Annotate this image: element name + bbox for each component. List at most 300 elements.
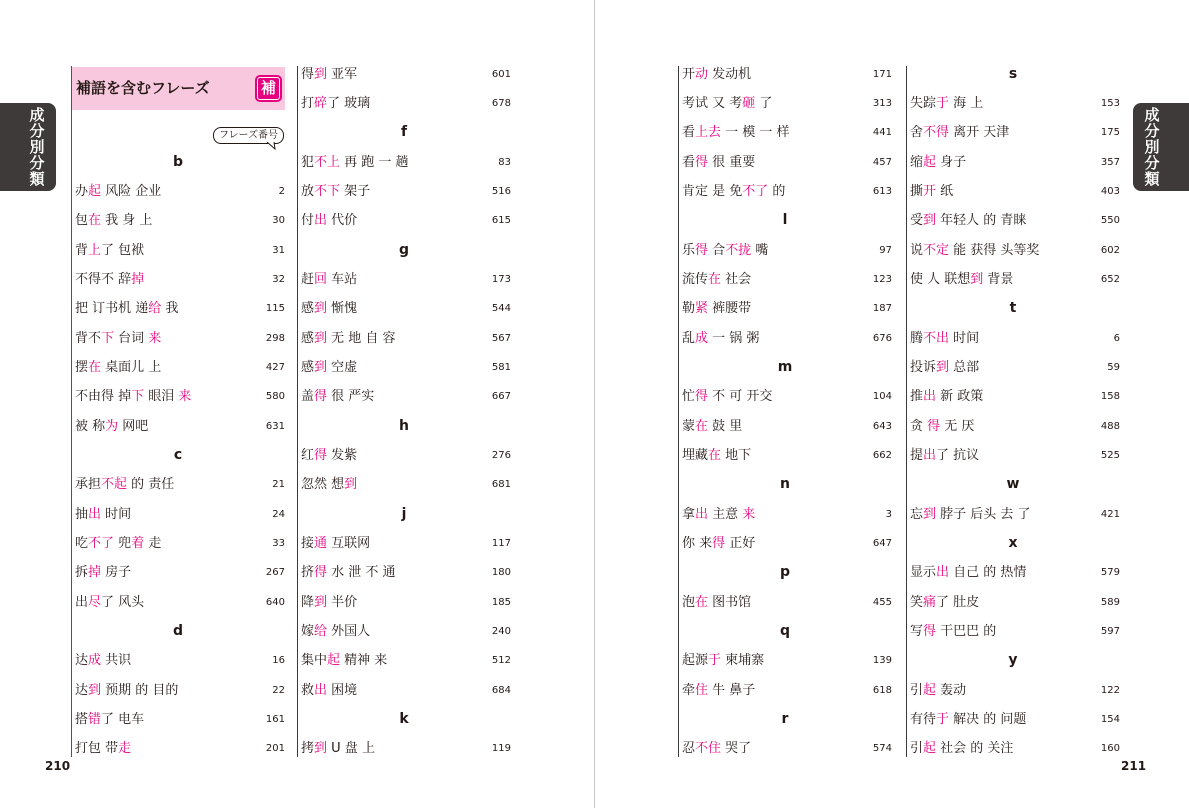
complement-highlight: 于 xyxy=(708,653,722,669)
phrase-segment: 撕 xyxy=(910,183,924,199)
phrase-segment: 走 xyxy=(144,536,162,552)
phrase-segment: 忘 xyxy=(910,506,924,522)
phrase-text xyxy=(910,265,1013,294)
alphabet-heading: s xyxy=(1008,65,1018,82)
complement-highlight: 不得 xyxy=(923,125,950,141)
complement-highlight: 痛 xyxy=(923,594,937,610)
phrase-text xyxy=(301,294,357,323)
phrase-entry xyxy=(678,89,892,118)
phrase-segment: 很 严实 xyxy=(327,389,375,405)
phrase-number: 681 xyxy=(491,479,511,491)
phrase-text xyxy=(682,441,751,470)
page-number-right: 211 xyxy=(1121,759,1147,773)
phrase-number: 33 xyxy=(272,538,285,550)
phrase-entry xyxy=(71,324,285,353)
phrase-text xyxy=(301,206,357,235)
phrase-text xyxy=(301,89,370,118)
phrase-entry xyxy=(678,646,892,675)
phrase-segment: 流传 xyxy=(682,271,709,287)
phrase-entry xyxy=(297,734,511,763)
phrase-entry xyxy=(71,646,285,675)
alphabet-heading: d xyxy=(172,623,184,640)
alphabet-heading: k xyxy=(399,711,409,728)
phrase-entry xyxy=(678,324,892,353)
phrase-segment: 车站 xyxy=(327,271,358,287)
phrase-segment: 的 责任 xyxy=(127,477,175,493)
phrase-text xyxy=(910,734,1013,763)
phrase-number: 2 xyxy=(278,185,285,197)
phrase-number: 597 xyxy=(1100,626,1120,638)
phrase-segment: 救 xyxy=(301,682,315,698)
complement-highlight: 得 xyxy=(314,565,328,581)
phrase-segment: 风险 企业 xyxy=(101,183,162,199)
side-tab-left xyxy=(0,103,56,191)
phrase-segment: 新 政策 xyxy=(936,389,984,405)
phrase-number: 171 xyxy=(872,68,892,80)
phrase-segment: 承担 xyxy=(75,477,102,493)
phrase-segment: U 盘 上 xyxy=(327,741,375,757)
phrase-segment: 我 xyxy=(161,301,179,317)
phrase-segment: 摆 xyxy=(75,359,89,375)
phrase-number: 158 xyxy=(1100,391,1120,403)
phrase-number: 602 xyxy=(1100,244,1120,256)
complement-highlight: 着 xyxy=(131,536,145,552)
phrase-text xyxy=(75,705,144,734)
phrase-entry xyxy=(906,353,1120,382)
phrase-entry xyxy=(906,676,1120,705)
complement-highlight: 下 xyxy=(131,389,145,405)
phrase-segment: 不 可 开交 xyxy=(708,389,773,405)
phrase-segment: 眼泪 xyxy=(144,389,179,405)
phrase-number: 187 xyxy=(872,303,892,315)
phrase-text xyxy=(75,558,131,587)
phrase-text xyxy=(910,177,953,206)
phrase-segment: 社会 xyxy=(721,271,752,287)
phrase-text xyxy=(75,206,152,235)
complement-highlight: 错 xyxy=(88,712,102,728)
complement-highlight: 走 xyxy=(118,741,132,757)
phrase-number: 652 xyxy=(1100,273,1120,285)
phrase-segment: 推 xyxy=(910,389,924,405)
phrase-entry xyxy=(297,294,511,323)
phrase-segment: 能 获得 头等奖 xyxy=(949,242,1040,258)
complement-highlight: 不定 xyxy=(923,242,950,258)
index-column xyxy=(678,60,892,764)
phrase-text xyxy=(75,734,131,763)
complement-highlight: 到 xyxy=(314,301,328,317)
index-column xyxy=(297,60,511,764)
phrase-text xyxy=(910,441,979,470)
phrase-segment: 了 包袱 xyxy=(101,242,145,258)
phrase-segment: 蒙 xyxy=(682,418,696,434)
phrase-entry xyxy=(71,470,285,499)
complement-highlight: 于 xyxy=(936,712,950,728)
phrase-segment: 你 来 xyxy=(682,536,713,551)
phrase-text xyxy=(301,470,357,499)
phrase-entry xyxy=(678,412,892,441)
phrase-number: 298 xyxy=(265,332,285,344)
complement-highlight: 起 xyxy=(923,741,937,757)
phrase-segment: 得 xyxy=(301,66,315,82)
side-tab-label: 成分別分類 xyxy=(27,107,46,187)
phrase-text xyxy=(75,412,148,441)
complement-highlight: 在 xyxy=(88,213,102,229)
phrase-number: 123 xyxy=(872,273,892,285)
phrase-text xyxy=(682,294,751,323)
phrase-number: 684 xyxy=(491,684,511,696)
phrase-entry xyxy=(678,148,892,177)
phrase-number: 581 xyxy=(491,361,511,373)
phrase-segment: 半价 xyxy=(327,594,358,610)
phrase-segment: 了 玻璃 xyxy=(327,95,371,111)
complement-highlight: 得 xyxy=(923,624,937,640)
phrase-text xyxy=(910,617,996,646)
alphabet-heading: m xyxy=(777,358,793,375)
phrase-segment: 忍 xyxy=(682,741,696,757)
phrase-segment: 鼓 里 xyxy=(708,418,743,434)
complement-highlight: 得 xyxy=(712,536,726,551)
phrase-number: 115 xyxy=(265,303,285,315)
phrase-number-callout xyxy=(213,127,284,144)
phrase-segment: 打包 带 xyxy=(75,741,119,757)
phrase-segment: 贪 xyxy=(910,418,928,434)
phrase-entry xyxy=(71,177,285,206)
phrase-text xyxy=(910,206,1026,235)
phrase-number: 667 xyxy=(491,391,511,403)
phrase-text xyxy=(910,705,1026,734)
phrase-entry xyxy=(678,734,892,763)
phrase-segment: 付 xyxy=(301,213,315,229)
complement-highlight: 出 xyxy=(314,213,328,229)
phrase-text xyxy=(75,265,144,294)
phrase-segment: 嫁 xyxy=(301,624,315,640)
phrase-entry xyxy=(906,89,1120,118)
section-badge: 補 xyxy=(255,75,282,102)
phrase-number: 313 xyxy=(872,97,892,109)
phrase-segment: 外国人 xyxy=(327,624,371,640)
phrase-segment: 脖子 后头 去 了 xyxy=(936,506,1031,522)
phrase-segment: 干巴巴 的 xyxy=(936,624,997,640)
phrase-entry xyxy=(297,558,511,587)
phrase-entry xyxy=(906,412,1120,441)
phrase-number: 512 xyxy=(491,655,511,667)
phrase-number: 240 xyxy=(491,626,511,638)
phrase-entry xyxy=(71,500,285,529)
phrase-segment: 无 厌 xyxy=(940,418,975,434)
phrase-text xyxy=(910,588,979,617)
phrase-entry xyxy=(71,705,285,734)
phrase-segment: 惭愧 xyxy=(327,301,358,317)
phrase-segment: 埋藏 xyxy=(682,447,709,463)
phrase-number: 615 xyxy=(491,215,511,227)
phrase-segment: 拿 xyxy=(682,506,696,522)
side-tab-label: 成分別分類 xyxy=(1142,107,1161,187)
phrase-segment: 考试 又 考 xyxy=(682,95,743,111)
phrase-number: 601 xyxy=(491,68,511,80)
phrase-entry xyxy=(906,206,1120,235)
phrase-number: 160 xyxy=(1100,743,1120,755)
phrase-number: 421 xyxy=(1100,508,1120,520)
complement-highlight: 出 xyxy=(88,506,102,522)
section-header xyxy=(72,67,285,110)
phrase-text xyxy=(301,441,357,470)
phrase-entry xyxy=(297,382,511,411)
alphabet-heading: y xyxy=(1008,652,1018,669)
phrase-number: 24 xyxy=(272,508,285,520)
phrase-segment: 一 锅 粥 xyxy=(708,330,760,346)
phrase-segment: 图书馆 xyxy=(708,594,752,610)
phrase-number: 139 xyxy=(872,655,892,667)
phrase-text xyxy=(910,558,1026,587)
phrase-entry xyxy=(678,500,892,529)
phrase-segment: 达 xyxy=(75,653,89,669)
phrase-entry xyxy=(297,646,511,675)
complement-highlight: 在 xyxy=(695,418,709,434)
phrase-segment: 办 xyxy=(75,183,89,199)
phrase-text xyxy=(301,60,357,89)
phrase-segment: 打 xyxy=(301,95,315,111)
phrase-text xyxy=(75,529,161,558)
phrase-text xyxy=(682,148,755,177)
phrase-text xyxy=(301,148,409,177)
phrase-segment: 亚军 xyxy=(327,66,358,82)
phrase-segment: 牛 鼻子 xyxy=(708,682,756,698)
phrase-text xyxy=(682,236,768,265)
phrase-segment: 正好 xyxy=(725,536,756,551)
complement-highlight: 起 xyxy=(923,682,937,698)
phrase-segment: 总部 xyxy=(949,359,980,375)
phrase-text xyxy=(301,353,357,382)
phrase-text xyxy=(75,324,161,353)
phrase-text xyxy=(682,177,785,206)
phrase-segment: 赶 xyxy=(301,271,315,287)
phrase-segment: 的 xyxy=(768,183,786,199)
phrase-number: 122 xyxy=(1100,684,1120,696)
phrase-number: 488 xyxy=(1100,420,1120,432)
phrase-number: 516 xyxy=(491,185,511,197)
phrase-segment: 兜 xyxy=(114,536,132,552)
phrase-segment: 忙 xyxy=(682,389,696,405)
phrase-text xyxy=(682,588,751,617)
phrase-number: 550 xyxy=(1100,215,1120,227)
phrase-segment: 被 称 xyxy=(75,418,106,434)
index-rows xyxy=(906,60,1120,764)
phrase-entry xyxy=(906,705,1120,734)
phrase-segment: 很 重要 xyxy=(708,154,756,170)
complement-highlight: 到 xyxy=(314,741,328,757)
phrase-text xyxy=(910,412,974,441)
phrase-segment: 海 上 xyxy=(949,95,984,111)
phrase-text xyxy=(75,646,131,675)
complement-highlight: 出 xyxy=(936,565,950,581)
complement-highlight: 不上 xyxy=(314,154,341,170)
phrase-segment: 发动机 xyxy=(708,66,752,82)
phrase-segment: 乐 xyxy=(682,242,696,258)
phrase-segment: 架子 xyxy=(340,183,371,199)
phrase-entry xyxy=(297,353,511,382)
complement-highlight: 于 xyxy=(936,95,950,111)
complement-highlight: 出 xyxy=(695,506,709,522)
phrase-text xyxy=(301,558,396,587)
phrase-text xyxy=(682,676,755,705)
phrase-number: 180 xyxy=(491,567,511,579)
complement-highlight: 成 xyxy=(88,653,102,669)
phrase-segment: 感 xyxy=(301,330,315,346)
phrase-segment: 写 xyxy=(910,624,924,640)
phrase-segment: 水 泄 不 通 xyxy=(327,565,396,581)
phrase-segment: 乱 xyxy=(682,330,696,346)
phrase-entry xyxy=(297,470,511,499)
phrase-entry xyxy=(71,734,285,763)
phrase-text xyxy=(682,412,742,441)
phrase-text xyxy=(301,676,357,705)
complement-highlight: 到 xyxy=(344,477,358,493)
phrase-segment: 背不 xyxy=(75,330,102,346)
phrase-segment: 时间 xyxy=(949,330,980,346)
phrase-segment: 了 肚皮 xyxy=(936,594,980,610)
phrase-number: 676 xyxy=(872,332,892,344)
phrase-segment: 背 xyxy=(75,242,89,258)
phrase-segment: 柬埔寨 xyxy=(721,653,765,669)
complement-highlight: 得 xyxy=(314,389,328,405)
phrase-entry xyxy=(906,500,1120,529)
phrase-entry xyxy=(678,441,892,470)
complement-highlight: 不出 xyxy=(923,330,950,346)
phrase-segment: 吃 xyxy=(75,536,89,552)
side-tab-right xyxy=(1133,103,1189,191)
phrase-entry xyxy=(678,382,892,411)
complement-highlight: 得 xyxy=(695,389,709,405)
phrase-segment: 抽 xyxy=(75,506,89,522)
complement-highlight: 起 xyxy=(327,653,341,669)
phrase-segment: 搭 xyxy=(75,712,89,728)
phrase-entry xyxy=(678,529,892,558)
phrase-segment: 犯 xyxy=(301,154,315,170)
phrase-segment: 地下 xyxy=(721,447,752,463)
phrase-number: 201 xyxy=(265,743,285,755)
complement-highlight: 到 xyxy=(314,594,328,610)
phrase-entry xyxy=(906,382,1120,411)
phrase-segment: 降 xyxy=(301,594,315,610)
phrase-number: 579 xyxy=(1100,567,1120,579)
index-rows xyxy=(71,148,285,764)
phrase-entry xyxy=(906,148,1120,177)
phrase-number: 525 xyxy=(1100,449,1120,461)
phrase-text xyxy=(301,382,374,411)
phrase-segment: 纸 xyxy=(936,183,954,199)
phrase-segment: 使 人 联想 xyxy=(910,271,971,287)
alphabet-heading: c xyxy=(173,446,183,463)
phrase-entry xyxy=(678,294,892,323)
phrase-text xyxy=(682,734,751,763)
phrase-segment: 感 xyxy=(301,359,315,375)
phrase-segment: 忽然 想 xyxy=(301,477,345,493)
phrase-number: 31 xyxy=(272,244,285,256)
phrase-entry xyxy=(297,206,511,235)
phrase-text xyxy=(910,676,966,705)
phrase-text xyxy=(910,148,966,177)
phrase-entry xyxy=(71,206,285,235)
phrase-segment: 引 xyxy=(910,741,924,757)
complement-highlight: 动 xyxy=(695,66,709,82)
complement-highlight: 在 xyxy=(708,271,722,287)
phrase-entry xyxy=(678,588,892,617)
phrase-segment: 桌面儿 上 xyxy=(101,359,162,375)
complement-highlight: 上去 xyxy=(695,125,722,141)
alphabet-heading: l xyxy=(782,212,788,229)
index-rows xyxy=(297,60,511,764)
phrase-text xyxy=(75,470,174,499)
phrase-entry xyxy=(71,265,285,294)
phrase-number: 30 xyxy=(272,215,285,227)
phrase-segment: 投诉 xyxy=(910,359,937,375)
phrase-segment: 身子 xyxy=(936,154,967,170)
phrase-entry xyxy=(678,236,892,265)
phrase-number: 276 xyxy=(491,449,511,461)
phrase-entry xyxy=(906,588,1120,617)
phrase-text xyxy=(75,236,144,265)
phrase-segment: 显示 xyxy=(910,565,937,581)
section-title: 補語を含むフレーズ xyxy=(76,79,210,97)
phrase-segment: 合 xyxy=(708,242,726,258)
phrase-segment: 了 抗议 xyxy=(936,447,980,463)
complement-highlight: 下 xyxy=(101,330,115,346)
phrase-segment: 说 xyxy=(910,242,924,258)
complement-highlight: 到 xyxy=(936,359,950,375)
phrase-segment: 达 xyxy=(75,682,89,698)
phrase-number: 589 xyxy=(1100,596,1120,608)
phrase-entry xyxy=(297,89,511,118)
complement-highlight: 不拢 xyxy=(725,242,752,258)
phrase-segment: 勒 xyxy=(682,301,696,317)
index-column xyxy=(906,60,1120,764)
alphabet-heading: h xyxy=(399,417,409,434)
complement-highlight: 到 xyxy=(88,682,102,698)
phrase-segment: 看 xyxy=(682,125,696,141)
phrase-entry xyxy=(71,529,285,558)
phrase-segment: 红 xyxy=(301,447,315,463)
complement-highlight: 给 xyxy=(148,301,162,317)
complement-highlight: 起 xyxy=(88,183,102,199)
alphabet-heading: r xyxy=(781,711,789,728)
complement-highlight: 成 xyxy=(695,330,709,346)
phrase-text xyxy=(301,617,370,646)
phrase-entry xyxy=(678,676,892,705)
phrase-entry xyxy=(71,236,285,265)
phrase-number: 613 xyxy=(872,185,892,197)
complement-highlight: 不了 xyxy=(742,183,769,199)
phrase-segment: 预期 的 目的 xyxy=(101,682,179,698)
complement-highlight: 给 xyxy=(314,624,328,640)
phrase-segment: 我 身 上 xyxy=(101,213,153,229)
complement-highlight: 碎 xyxy=(314,95,328,111)
phrase-text xyxy=(75,353,161,382)
phrase-segment: 房子 xyxy=(101,565,132,581)
alphabet-heading: g xyxy=(398,241,410,258)
phrase-number: 104 xyxy=(872,391,892,403)
complement-highlight: 出 xyxy=(314,682,328,698)
phrase-entry xyxy=(297,324,511,353)
phrase-text xyxy=(682,89,772,118)
phrase-number: 574 xyxy=(872,743,892,755)
phrase-segment: 失踪 xyxy=(910,95,937,111)
phrase-segment: 起源 xyxy=(682,653,709,669)
alphabet-heading: b xyxy=(172,153,184,170)
phrase-segment: 轰动 xyxy=(936,682,967,698)
phrase-entry xyxy=(71,294,285,323)
complement-highlight: 不起 xyxy=(101,477,128,493)
phrase-segment: 看 xyxy=(682,154,696,170)
